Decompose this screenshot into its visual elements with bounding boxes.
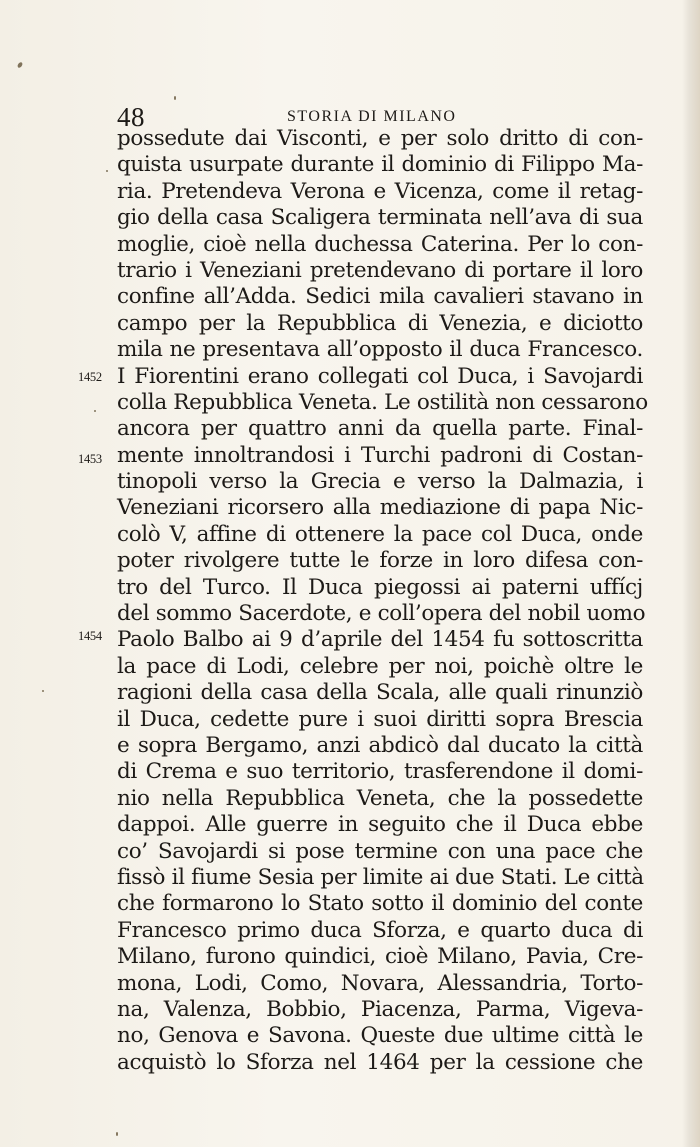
text-line: acquistò lo Sforza nel 1464 per la cessione che xyxy=(117,1049,643,1075)
text-line: dappoi. Alle guerre in seguito che il Duca ebbe xyxy=(117,812,643,838)
margin-year-1453: 1453 xyxy=(78,452,102,466)
ink-speck xyxy=(116,1132,118,1136)
text-line: poter rivolgere tutte le forze in loro difesa con- xyxy=(117,548,643,574)
text-line: colla Repubblica Veneta. Le ostilità non cessarono xyxy=(117,389,648,415)
text-line: che formarono lo Stato sotto il dominio del conte xyxy=(117,891,643,917)
text-line: trario i Veneziani pretendevano di portare il loro xyxy=(117,257,643,283)
text-line: del sommo Sacerdote, e coll’opera del nobil uomo xyxy=(117,601,646,627)
text-line: colò V, affine di ottenere la pace col Duca, onde xyxy=(117,521,643,547)
ink-speck xyxy=(94,410,96,412)
text-line: possedute dai Visconti, e per solo dritto di con- xyxy=(117,126,643,151)
text-line: mente innoltrandosi i Turchi padroni di Costan- xyxy=(117,442,643,468)
body-text xyxy=(117,126,648,1076)
text-line: no, Genova e Savona. Queste due ultime città le xyxy=(117,1023,643,1049)
text-line: e sopra Bergamo, anzi abdicò dal ducato la città xyxy=(117,732,643,758)
ink-speck xyxy=(42,690,44,692)
text-line: I Fiorentini erano collegati col Duca, i Savojardi xyxy=(117,363,643,389)
text-line: ragioni della casa della Scala, alle quali rinunziò xyxy=(117,680,643,706)
text-line: di Crema e suo territorio, trasferendone il domi- xyxy=(117,759,643,785)
text-line: confine all’Adda. Sedici mila cavalieri stavano in xyxy=(117,284,643,310)
text-line: la pace di Lodi, celebre per noi, poichè oltre le xyxy=(117,653,643,679)
margin-year-1452: 1452 xyxy=(78,370,102,384)
text-line: ancora per quattro anni da quella parte. Final- xyxy=(117,416,643,442)
text-line: ria. Pretendeva Verona e Vicenza, come il retag- xyxy=(117,178,643,204)
running-head: STORIA DI MILANO xyxy=(287,108,457,125)
text-line: moglie, cioè nella duchessa Caterina. Per lo con- xyxy=(117,231,643,257)
page-number: 48 xyxy=(117,102,145,132)
text-line: il Duca, cedette pure i suoi diritti sopra Brescia xyxy=(117,706,643,732)
text-line: mila ne presentava all’opposto il duca Francesco. xyxy=(117,337,643,363)
ink-speck xyxy=(17,61,24,68)
text-line: Milano, furono quindici, cioè Milano, Pavia, Cre- xyxy=(117,944,643,970)
text-line: gio della casa Scaligera terminata nell’ava di sua xyxy=(117,205,643,231)
text-line: campo per la Repubblica di Venezia, e diciotto xyxy=(117,310,643,336)
text-line: tro del Turco. Il Duca piegossi ai paterni uffícj xyxy=(117,574,643,600)
page-edge-shadow xyxy=(682,0,700,1147)
text-line: co’ Savojardi si pose termine con una pace che xyxy=(117,838,643,864)
text-line: Veneziani ricorsero alla mediazione di papa Nic- xyxy=(117,495,643,521)
text-line: fissò il fiume Sesia per limite ai due Stati. Le città xyxy=(117,864,644,890)
text-line: nio nella Repubblica Veneta, che la possedette xyxy=(117,785,643,811)
text-line: mona, Lodi, Como, Novara, Alessandria, Torto- xyxy=(117,970,643,996)
text-line: Paolo Balbo ai 9 d’aprile del 1454 fu sottoscritta xyxy=(117,627,643,653)
ink-speck xyxy=(106,170,108,172)
text-line: Francesco primo duca Sforza, e quarto duca di xyxy=(117,917,643,943)
text-line: na, Valenza, Bobbio, Piacenza, Parma, Vigeva- xyxy=(117,996,643,1022)
margin-year-1454: 1454 xyxy=(78,629,102,643)
text-line: quista usurpate durante il dominio di Filippo Ma- xyxy=(117,152,643,178)
text-line: tinopoli verso la Grecia e verso la Dalmazia, i xyxy=(117,469,643,495)
